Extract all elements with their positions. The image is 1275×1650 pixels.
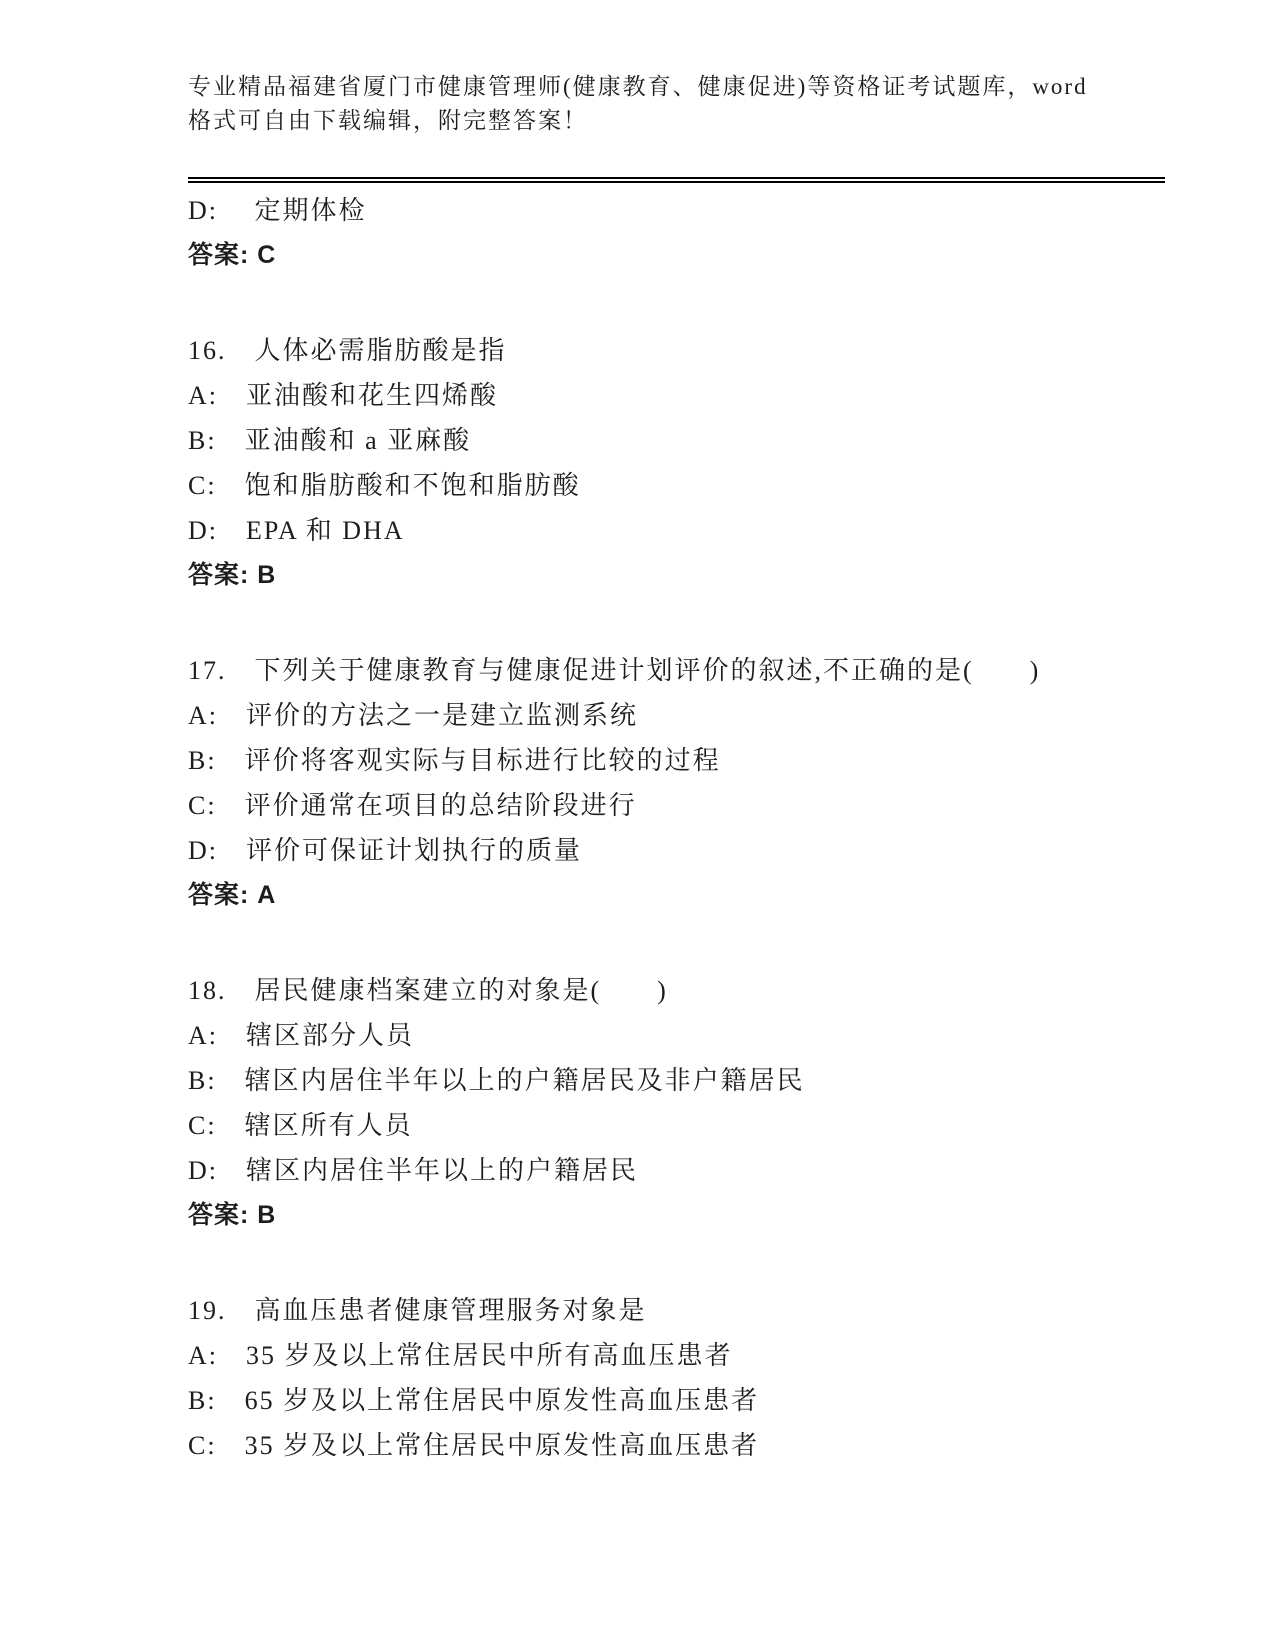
- answer-line-q18: 答案: B: [188, 1201, 277, 1229]
- option-line-18-b: B: 辖区内居住半年以上的户籍居民及非户籍居民: [188, 1066, 805, 1095]
- question-line-19: 19. 高血压患者健康管理服务对象是: [188, 1296, 647, 1325]
- header-line-1: 专业精品福建省厦门市健康管理师(健康教育、健康促进)等资格证考试题库，word: [188, 74, 1088, 99]
- question-line-18: 18. 居民健康档案建立的对象是( ): [188, 976, 668, 1005]
- question-list: [188, 188, 1168, 1468]
- answer-line-q16: 答案: B: [188, 561, 277, 589]
- question-line-17: 17. 下列关于健康教育与健康促进计划评价的叙述,不正确的是( ): [188, 656, 1041, 685]
- document-body: [188, 0, 1168, 1468]
- option-line-16-b: B: 亚油酸和 a 亚麻酸: [188, 426, 472, 455]
- header-line-2: 格式可自由下载编辑，附完整答案！: [188, 108, 588, 133]
- option-line-19-b: B: 65 岁及以上常住居民中原发性高血压患者: [188, 1386, 760, 1415]
- option-line-d-prev: D: 定期体检: [188, 196, 367, 225]
- option-line-19-a: A: 35 岁及以上常住居民中所有高血压患者: [188, 1341, 733, 1370]
- question-line-16: 16. 人体必需脂肪酸是指: [188, 336, 507, 365]
- option-line-17-d: D: 评价可保证计划执行的质量: [188, 836, 583, 865]
- option-line-18-c: C: 辖区所有人员: [188, 1111, 413, 1140]
- option-line-17-c: C: 评价通常在项目的总结阶段进行: [188, 791, 637, 820]
- option-line-18-d: D: 辖区内居住半年以上的户籍居民: [188, 1156, 639, 1185]
- option-line-16-c: C: 饱和脂肪酸和不饱和脂肪酸: [188, 471, 581, 500]
- answer-line-q15: 答案: C: [188, 241, 277, 269]
- page-header: [188, 0, 1168, 138]
- answer-line-q17: 答案: A: [188, 881, 277, 909]
- option-line-17-a: A: 评价的方法之一是建立监测系统: [188, 701, 639, 730]
- option-line-16-d: D: EPA 和 DHA: [188, 516, 405, 545]
- option-line-19-c: C: 35 岁及以上常住居民中原发性高血压患者: [188, 1431, 760, 1460]
- option-line-18-a: A: 辖区部分人员: [188, 1021, 415, 1050]
- option-line-17-b: B: 评价将客观实际与目标进行比较的过程: [188, 746, 721, 775]
- header-divider: [188, 177, 1165, 183]
- option-line-16-a: A: 亚油酸和花生四烯酸: [188, 381, 499, 410]
